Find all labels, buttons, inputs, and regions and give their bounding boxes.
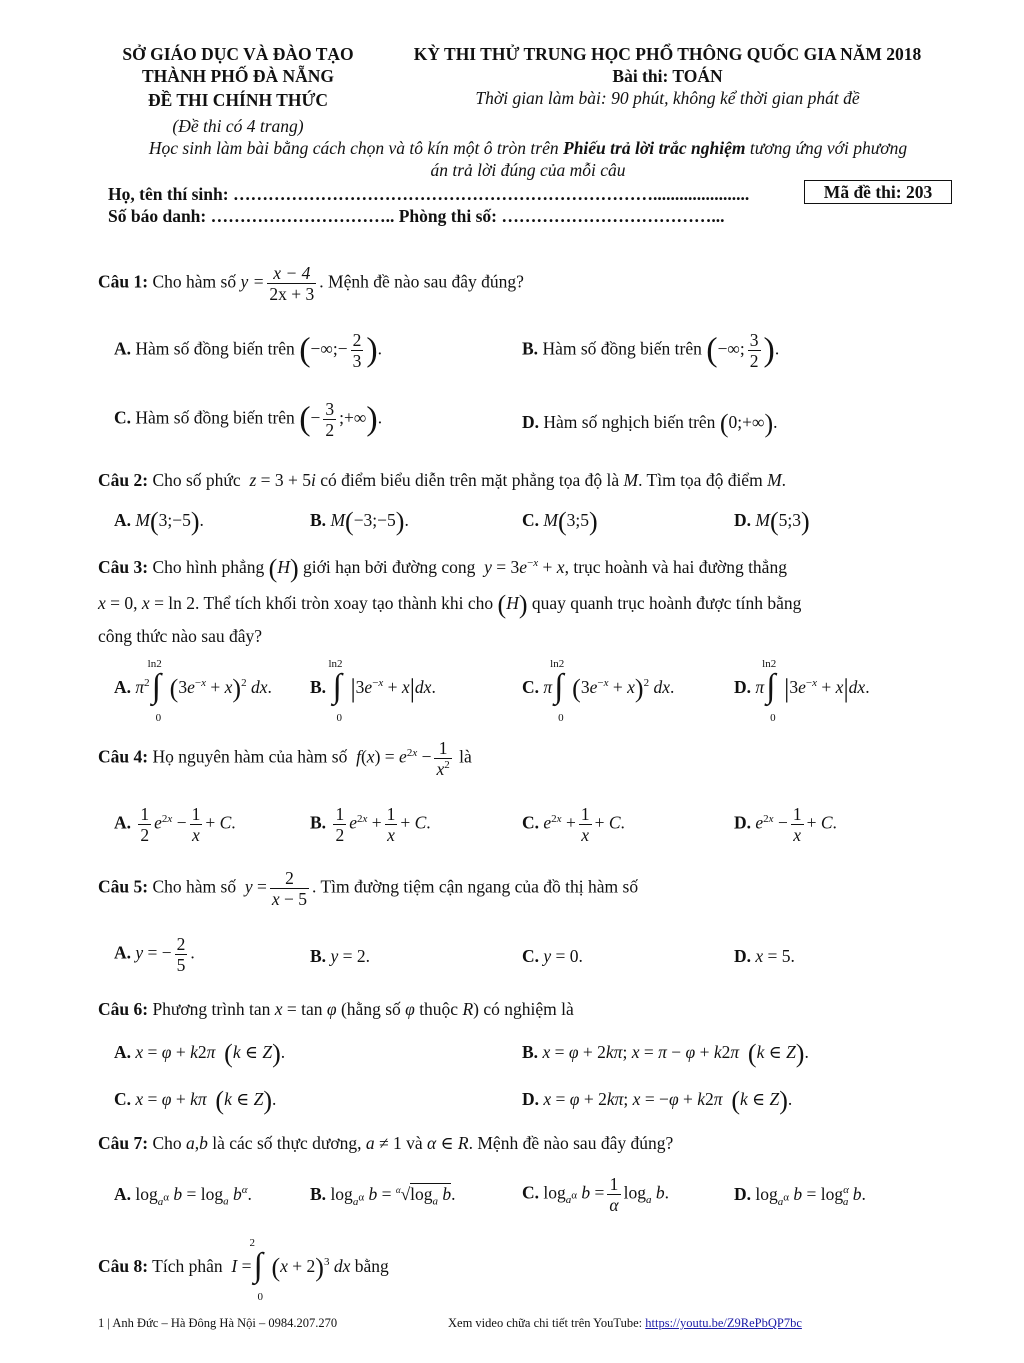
- q7-option-b[interactable]: B. $\log_{a^\alpha} b = ^\alpha√\log_a$ b.: [310, 1184, 456, 1208]
- q3-option-b[interactable]: B. ln2 ∫ 0 $|3e^{-x} + x|dx$.: [310, 658, 436, 724]
- q6-option-c[interactable]: C. x = φ + kπ (k ∈ Z).: [114, 1086, 277, 1115]
- candidate-name-field[interactable]: Họ, tên thí sinh: ………………………………………………………………......................: [108, 184, 750, 204]
- q1-option-d[interactable]: D. Hàm số nghịch biến trên (0;+∞).: [522, 409, 778, 438]
- instruction-line-1: Học sinh làm bài bằng cách chọn và tô kín một ô tròn trên Phiếu trả lời trắc nghiệm tương ứng với phương: [148, 138, 908, 158]
- question-text: . Mệnh đề nào sau đây đúng?: [319, 271, 524, 292]
- footer-right: Xem video chữa chi tiết trên YouTube: https://youtu.be/Z9RePbQP7bc: [448, 1316, 802, 1330]
- q2-option-c[interactable]: C. M(3;5): [522, 507, 598, 536]
- question-2: Câu 2: Cho số phức z = 3 + 5i có điểm biểu diễn trên mặt phẳng tọa độ là M. Tìm tọa độ điểm M.: [98, 470, 787, 490]
- fraction: $\frac{x - 4}{2x + 3}$: [269, 263, 315, 305]
- question-label: Câu 7:: [98, 1133, 149, 1153]
- q7-option-c[interactable]: C. $\log_{a^\alpha} b$ = $\frac{1}{\alpha}$ $\log_a b$.: [522, 1174, 669, 1216]
- question-label: Câu 3:: [98, 557, 149, 578]
- q1-option-c[interactable]: C. Hàm số đồng biến trên (− $\frac{3}{2}$ ;+∞).: [114, 399, 383, 441]
- q7-option-a[interactable]: A. $\log_{a^\alpha} b = \log_a b^\alpha$.: [114, 1184, 252, 1208]
- exam-title: KỲ THI THỬ TRUNG HỌC PHỔ THÔNG QUỐC GIA NĂM 2018: [413, 44, 922, 64]
- time-note: Thời gian làm bài: 90 phút, không kể thời gian phát đề: [475, 88, 860, 108]
- question-label: Câu 2:: [98, 470, 149, 490]
- q2-option-a[interactable]: A. M(3;−5).: [114, 507, 204, 536]
- question-1: Câu 1: Cho hàm số y = $\frac{x - 4}{2x + 3}$ . Mệnh đề nào sau đây đúng?: [98, 263, 524, 305]
- question-label: Câu 5:: [98, 876, 149, 897]
- department-line-1: SỞ GIÁO DỤC VÀ ĐÀO TẠO: [122, 44, 354, 64]
- question-label: Câu 6:: [98, 999, 149, 1019]
- department-line-2: THÀNH PHỐ ĐÀ NẴNG: [141, 66, 334, 86]
- question-4: Câu 4: Họ nguyên hàm của hàm số $f(x) = e^{2x}$ − $\frac{1}{x^2}$ là: [98, 738, 472, 780]
- pages-note: (Đề thi có 4 trang): [172, 116, 304, 136]
- footer-left: 1 | Anh Đức – Hà Đông Hà Nội – 0984.207.270: [98, 1316, 338, 1330]
- instruction-line-2: án trả lời đúng của mỗi câu: [430, 160, 626, 180]
- q6-option-b[interactable]: B. x = φ + 2kπ; x = π − φ + k2π (k ∈ Z).: [522, 1039, 809, 1068]
- question-8: Câu 8: Tích phân I = 2 ∫ 0 $(x + 2)^3$ dx bằng: [98, 1237, 389, 1303]
- q6-option-a[interactable]: A. x = φ + k2π (k ∈ Z).: [114, 1039, 286, 1068]
- q4-option-a[interactable]: A. $\frac{1}{2}$ $e^{2x}$ − $\frac{1}{x}$ + C.: [114, 804, 236, 846]
- q2-option-d[interactable]: D. M(5;3): [734, 507, 810, 536]
- q3-option-c[interactable]: C. π ln2 ∫ 0 $(3e^{-x} + x)^2$ dx.: [522, 658, 675, 724]
- question-3-line-3: công thức nào sau đây?: [98, 626, 263, 646]
- q1-option-b[interactable]: B. Hàm số đồng biến trên (−∞; $\frac{3}{2}$ ).: [522, 330, 780, 372]
- exam-code: Mã đề thi: 203: [823, 182, 933, 202]
- q4-option-c[interactable]: C. $e^{2x}$ + $\frac{1}{x}$ + C.: [522, 804, 625, 846]
- question-label: Câu 1:: [98, 271, 149, 292]
- question-label: Câu 8:: [98, 1256, 149, 1277]
- question-3-line-2: x = 0, x = ln 2. Thể tích khối tròn xoay tạo thành khi cho (H) quay quanh trục hoành được tính bằng: [98, 590, 802, 619]
- question-label: Câu 4:: [98, 746, 149, 767]
- q5-option-c[interactable]: C. y = 0.: [522, 946, 583, 966]
- q5-option-d[interactable]: D. x = 5.: [734, 946, 795, 966]
- subject-label: Bài thi: TOÁN: [612, 66, 723, 86]
- q7-option-d[interactable]: D. $\log_{a^\alpha} b = \log^\alpha_a b$.: [734, 1184, 866, 1208]
- q5-option-a[interactable]: A. y = − $\frac{2}{5}$ .: [114, 934, 195, 976]
- question-text: Cho hàm số: [152, 271, 237, 292]
- official-exam-label: ĐỀ THI CHÍNH THỨC: [147, 90, 329, 110]
- q2-option-b[interactable]: B. M(−3;−5).: [310, 507, 409, 536]
- question-7: Câu 7: Cho a,b là các số thực dương, a ≠ 1 và α ∈ R. Mệnh đề nào sau đây đúng?: [98, 1133, 674, 1153]
- q3-option-d[interactable]: D. π ln2 ∫ 0 $|3e^{-x} + x|dx$.: [734, 658, 870, 724]
- q3-option-a[interactable]: A. $\pi^2$ ln2 ∫ 0 $(3e^{-x} + x)^2$ dx.: [114, 658, 272, 724]
- q5-option-b[interactable]: B. y = 2.: [310, 946, 370, 966]
- exam-code-box: [804, 180, 952, 204]
- q1-option-a[interactable]: A. Hàm số đồng biến trên (−∞;− $\frac{2}{3}$ ).: [114, 330, 383, 372]
- question-6: Câu 6: Phương trình tan x = tan φ (hằng số φ thuộc R) có nghiệm là: [98, 999, 574, 1019]
- question-3-line-1: Câu 3: Cho hình phẳng (H) giới hạn bởi đường cong $y = 3e^{-x} + x$, trục hoành và hai đường thẳng: [98, 554, 787, 583]
- q6-option-d[interactable]: D. x = φ + 2kπ; x = −φ + k2π (k ∈ Z).: [522, 1086, 793, 1115]
- q4-option-d[interactable]: D. $e^{2x}$ − $\frac{1}{x}$ + C.: [734, 804, 837, 846]
- candidate-id-field[interactable]: Số báo danh: ………………………….. Phòng thi số: ………………………………...: [108, 206, 725, 226]
- q4-option-b[interactable]: B. $\frac{1}{2}$ $e^{2x}$ + $\frac{1}{x}$ + C.: [310, 804, 431, 846]
- question-5: Câu 5: Cho hàm số y = $\frac{2}{x - 5}$ . Tìm đường tiệm cận ngang của đồ thị hàm số: [98, 868, 639, 910]
- youtube-link[interactable]: https://youtu.be/Z9RePbQP7bc: [645, 1316, 802, 1330]
